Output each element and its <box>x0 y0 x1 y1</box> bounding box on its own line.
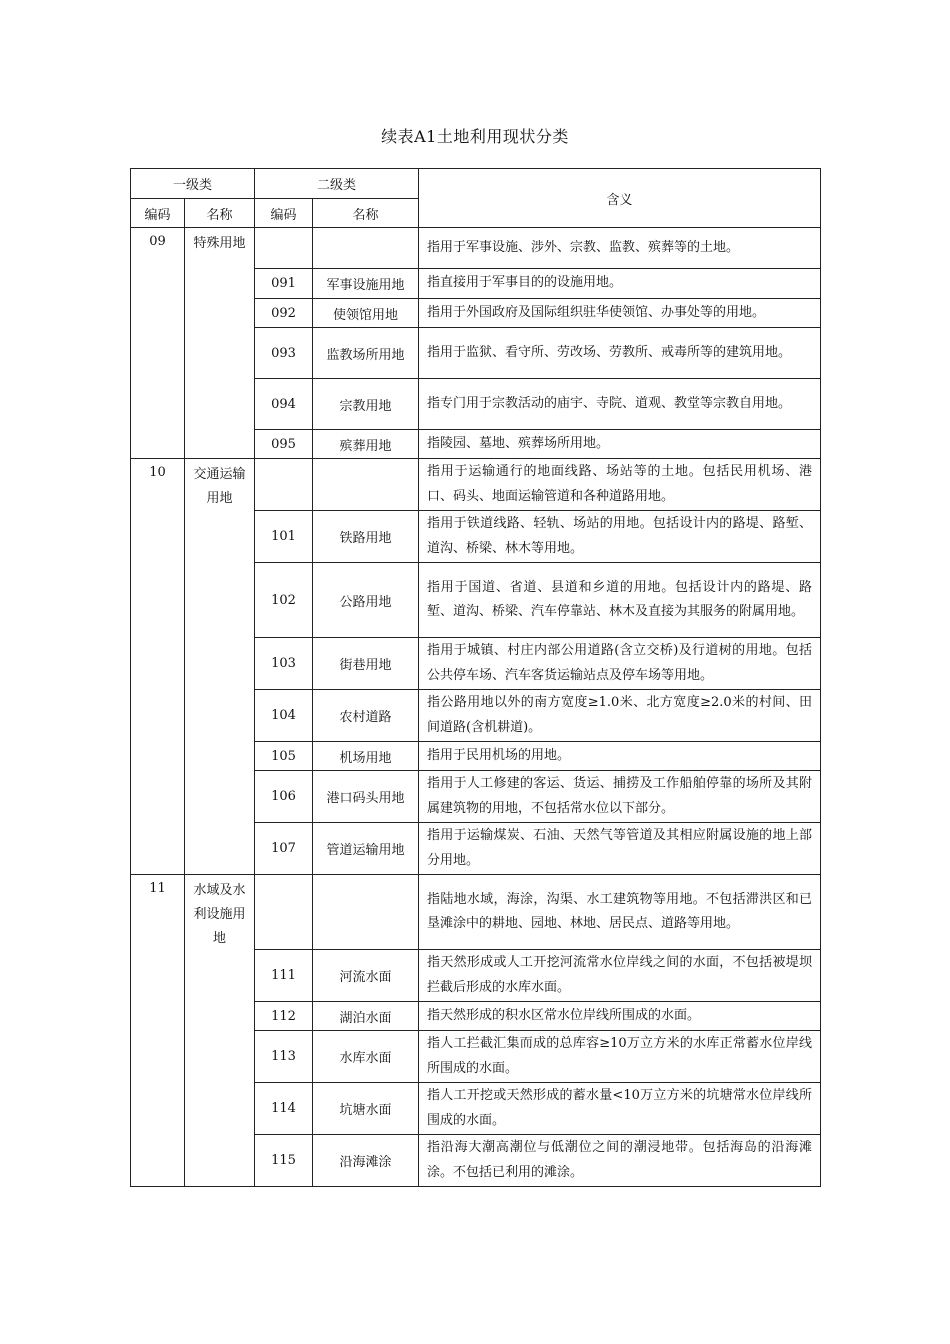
level2-description: 指用于人工修建的客运、货运、捕捞及工作船舶停靠的场所及其附属建筑物的用地，不包括常水位以下部分。 <box>419 771 821 823</box>
header-level2-name: 名称 <box>313 199 419 228</box>
level2-name: 监教场所用地 <box>313 328 419 379</box>
level2-code: 095 <box>255 430 313 459</box>
level2-description: 指用于民用机场的用地。 <box>419 742 821 771</box>
level2-code: 093 <box>255 328 313 379</box>
level2-name-empty <box>313 875 419 950</box>
land-use-classification-table <box>130 168 821 1187</box>
level2-description: 指专门用于宗教活动的庙宇、寺院、道观、教堂等宗教自用地。 <box>419 379 821 430</box>
level2-description: 指沿海大潮高潮位与低潮位之间的潮浸地带。包括海岛的沿海滩涂。不包括已利用的滩涂。 <box>419 1135 821 1187</box>
header-level1: 一级类 <box>131 169 255 199</box>
level2-description: 指用于监狱、看守所、劳改场、劳教所、戒毒所等的建筑用地。 <box>419 328 821 379</box>
level2-code: 106 <box>255 771 313 823</box>
level2-name: 使领馆用地 <box>313 299 419 328</box>
level2-name: 街巷用地 <box>313 638 419 690</box>
level2-code-empty <box>255 459 313 511</box>
header-row-top <box>131 169 821 199</box>
level2-code: 104 <box>255 690 313 742</box>
level2-code: 102 <box>255 563 313 638</box>
level2-code-empty <box>255 875 313 950</box>
level1-code: 09 <box>131 228 185 459</box>
level2-name-empty <box>313 228 419 269</box>
level2-description: 指用于国道、省道、县道和乡道的用地。包括设计内的路堤、路堑、道沟、桥梁、汽车停靠站、林木及直接为其服务的附属用地。 <box>419 563 821 638</box>
level1-code: 10 <box>131 459 185 875</box>
level1-description: 指陆地水域，海涂，沟渠、水工建筑物等用地。不包括滞洪区和已垦滩涂中的耕地、园地、林地、居民点、道路等用地。 <box>419 875 821 950</box>
level2-code: 111 <box>255 950 313 1002</box>
level2-code: 113 <box>255 1031 313 1083</box>
level2-description: 指天然形成的积水区常水位岸线所围成的水面。 <box>419 1002 821 1031</box>
level1-code: 11 <box>131 875 185 1187</box>
header-level1-name: 名称 <box>185 199 255 228</box>
level2-code: 094 <box>255 379 313 430</box>
level1-name: 特殊用地 <box>185 228 255 459</box>
header-level2: 二级类 <box>255 169 419 199</box>
level2-code: 092 <box>255 299 313 328</box>
level2-name: 机场用地 <box>313 742 419 771</box>
header-meaning: 含义 <box>419 169 821 228</box>
level2-description: 指人工开挖或天然形成的蓄水量<10万立方米的坑塘常水位岸线所围成的水面。 <box>419 1083 821 1135</box>
level2-description: 指直接用于军事目的的设施用地。 <box>419 269 821 299</box>
level2-name: 坑塘水面 <box>313 1083 419 1135</box>
level2-code: 114 <box>255 1083 313 1135</box>
level2-description: 指用于铁道线路、轻轨、场站的用地。包括设计内的路堤、路堑、道沟、桥梁、林木等用地。 <box>419 511 821 563</box>
level2-description: 指用于外国政府及国际组织驻华使领馆、办事处等的用地。 <box>419 299 821 328</box>
level2-description: 指用于城镇、村庄内部公用道路(含立交桥)及行道树的用地。包括公共停车场、汽车客货运输站点及停车场等用地。 <box>419 638 821 690</box>
table-row <box>131 875 821 950</box>
level2-code: 105 <box>255 742 313 771</box>
level2-code: 112 <box>255 1002 313 1031</box>
level2-code: 107 <box>255 823 313 875</box>
level2-name: 农村道路 <box>313 690 419 742</box>
level2-name: 管道运输用地 <box>313 823 419 875</box>
level2-code: 091 <box>255 269 313 299</box>
header-level1-code: 编码 <box>131 199 185 228</box>
level2-name: 水库水面 <box>313 1031 419 1083</box>
level2-name: 铁路用地 <box>313 511 419 563</box>
level2-name: 殡葬用地 <box>313 430 419 459</box>
level2-description: 指人工拦截汇集而成的总库容≥10万立方米的水库正常蓄水位岸线所围成的水面。 <box>419 1031 821 1083</box>
level2-description: 指陵园、墓地、殡葬场所用地。 <box>419 430 821 459</box>
level2-name: 宗教用地 <box>313 379 419 430</box>
level2-name: 沿海滩涂 <box>313 1135 419 1187</box>
level1-description: 指用于军事设施、涉外、宗教、监教、殡葬等的土地。 <box>419 228 821 269</box>
level2-description: 指天然形成或人工开挖河流常水位岸线之间的水面，不包括被堤坝拦截后形成的水库水面。 <box>419 950 821 1002</box>
level2-code: 103 <box>255 638 313 690</box>
level2-description: 指用于运输煤炭、石油、天然气等管道及其相应附属设施的地上部分用地。 <box>419 823 821 875</box>
table-row <box>131 228 821 269</box>
level1-description: 指用于运输通行的地面线路、场站等的土地。包括民用机场、港口、码头、地面运输管道和各种道路用地。 <box>419 459 821 511</box>
level2-code: 115 <box>255 1135 313 1187</box>
level2-description: 指公路用地以外的南方宽度≥1.0米、北方宽度≥2.0米的村间、田间道路(含机耕道)。 <box>419 690 821 742</box>
level2-name-empty <box>313 459 419 511</box>
level2-code: 101 <box>255 511 313 563</box>
table-row <box>131 459 821 511</box>
header-level2-code: 编码 <box>255 199 313 228</box>
level2-name: 港口码头用地 <box>313 771 419 823</box>
level1-name: 交通运输用地 <box>185 459 255 875</box>
level2-name: 公路用地 <box>313 563 419 638</box>
level2-name: 军事设施用地 <box>313 269 419 299</box>
level2-name: 湖泊水面 <box>313 1002 419 1031</box>
page-title: 续表A1土地利用现状分类 <box>381 127 569 146</box>
level2-name: 河流水面 <box>313 950 419 1002</box>
level1-name: 水域及水利设施用地 <box>185 875 255 1187</box>
level2-code-empty <box>255 228 313 269</box>
